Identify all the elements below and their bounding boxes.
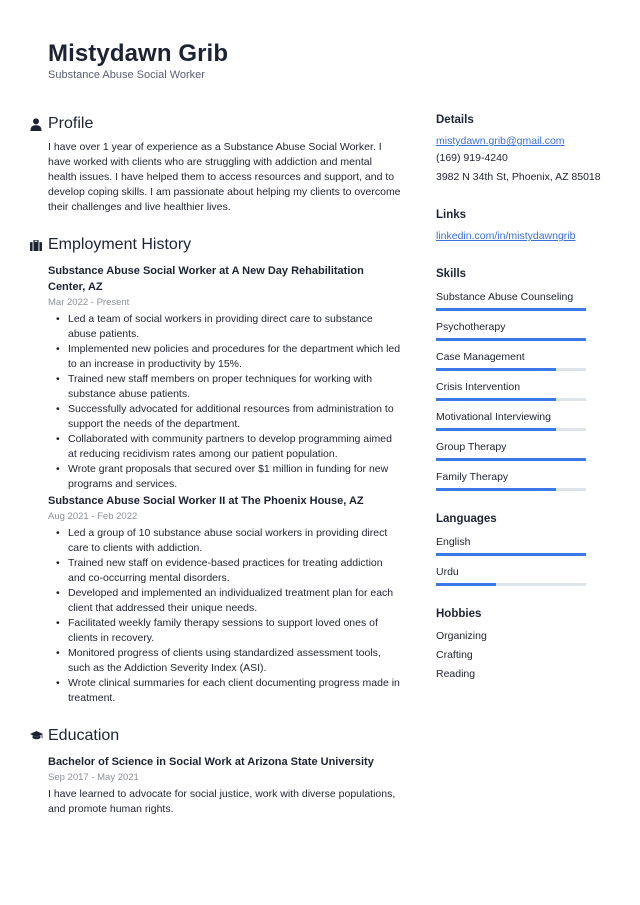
language-item	[436, 535, 606, 556]
bullet-item: • Led a team of social workers in providing direct care to substance abuse patients.	[48, 312, 402, 342]
bullet-item: • Monitored progress of clients using standardized assessment tools, such as the Addiction Severity Index (ASI).	[48, 646, 402, 676]
skill-level-fill	[436, 338, 586, 341]
resume-header	[48, 40, 228, 82]
education-dates: Sep 2017 - May 2021	[48, 772, 139, 783]
languages-title: Languages	[436, 513, 497, 525]
job-dates: Aug 2021 - Feb 2022	[48, 511, 138, 522]
languages-section	[436, 511, 606, 586]
bullet-item: • Facilitated weekly family therapy sessions to support loved ones of clients in recovery.	[48, 616, 402, 646]
skill-level-bar	[436, 368, 586, 371]
employment-heading	[30, 233, 402, 257]
job-bullets	[48, 312, 402, 492]
skill-level-bar	[436, 338, 586, 341]
linkedin-link[interactable]: linkedin.com/in/mistydawngrib	[436, 230, 576, 242]
skill-name: Group Therapy	[436, 441, 507, 453]
skills-list	[436, 290, 606, 491]
skill-name: Case Management	[436, 351, 525, 363]
education-entry	[48, 754, 402, 817]
skill-item	[436, 470, 606, 491]
skills-section	[436, 266, 606, 491]
skill-name: Substance Abuse Counseling	[436, 291, 574, 303]
job-title: Substance Abuse Social Worker at A New Day Rehabilitation Center, AZ	[48, 265, 364, 293]
address-text: 3982 N 34th St, Phoenix, AZ 85018	[436, 171, 601, 183]
skill-name: Crisis Intervention	[436, 381, 521, 393]
bullet-item: • Wrote clinical summaries for each client documenting progress made in treatment.	[48, 676, 402, 706]
hobbies-section	[436, 606, 606, 684]
bullet-item: • Trained new staff members on proper techniques for working with substance abuse patients.	[48, 372, 402, 402]
hobby-item: Crafting	[436, 649, 473, 661]
skill-level-bar	[436, 458, 586, 461]
skill-item	[436, 380, 606, 401]
skills-title: Skills	[436, 268, 467, 280]
bullet-item: • Wrote grant proposals that secured over $1 million in funding for new programs and services.	[48, 462, 402, 492]
education-title: Education	[48, 727, 120, 744]
skill-name: Family Therapy	[436, 471, 509, 483]
skill-item	[436, 320, 606, 341]
education-section	[30, 724, 402, 817]
phone-text: (169) 919-4240	[436, 152, 508, 164]
education-text: I have learned to advocate for social justice, work with diverse populations, and promote human rights.	[48, 788, 396, 815]
employment-section	[30, 233, 402, 706]
skill-level-fill	[436, 428, 556, 431]
skill-level-fill	[436, 488, 556, 491]
profile-section	[30, 112, 402, 215]
skill-item	[436, 440, 606, 461]
education-heading	[30, 724, 402, 748]
skill-level-bar	[436, 488, 586, 491]
language-name: Urdu	[436, 566, 459, 578]
skill-item	[436, 410, 606, 431]
graduation-cap-icon	[30, 728, 48, 744]
skill-item	[436, 350, 606, 371]
languages-list	[436, 535, 606, 586]
profile-title: Profile	[48, 115, 94, 132]
bullet-item: • Collaborated with community partners to develop programming aimed at reducing recidivism rates among our patient population.	[48, 432, 402, 462]
language-level-fill	[436, 553, 586, 556]
briefcase-icon	[30, 237, 48, 253]
language-level-bar	[436, 553, 586, 556]
skill-name: Motivational Interviewing	[436, 411, 551, 423]
job-bullets	[48, 526, 402, 706]
email-link[interactable]: mistydawn.grib@gmail.com	[436, 135, 565, 147]
language-level-bar	[436, 583, 586, 586]
language-level-fill	[436, 583, 496, 586]
sidebar-column	[436, 112, 606, 706]
hobbies-title: Hobbies	[436, 608, 482, 620]
skill-level-fill	[436, 458, 586, 461]
hobby-item: Reading	[436, 668, 476, 680]
bullet-item: • Trained new staff on evidence-based practices for treating addiction and co-occurring mental disorders.	[48, 556, 402, 586]
skill-item	[436, 290, 606, 311]
skill-level-bar	[436, 428, 586, 431]
bullet-item: • Successfully advocated for additional resources from administration to support the needs of the department.	[48, 402, 402, 432]
hobby-item: Organizing	[436, 630, 487, 642]
employment-title: Employment History	[48, 236, 192, 253]
skill-level-fill	[436, 368, 556, 371]
details-title: Details	[436, 114, 474, 126]
links-title: Links	[436, 209, 467, 221]
bullet-item: • Implemented new policies and procedures for the department which led to an increase in productivity by 15%.	[48, 342, 402, 372]
skill-level-bar	[436, 308, 586, 311]
candidate-name: Mistydawn Grib	[48, 40, 229, 67]
language-item	[436, 565, 606, 586]
skill-name: Psychotherapy	[436, 321, 506, 333]
skill-level-bar	[436, 398, 586, 401]
bullet-item: • Led a group of 10 substance abuse social workers in providing direct care to clients with addiction.	[48, 526, 402, 556]
language-name: English	[436, 536, 471, 548]
candidate-title: Substance Abuse Social Worker	[48, 69, 205, 81]
main-column	[30, 112, 402, 831]
bullet-item: • Developed and implemented an individualized treatment plan for each client that addressed their unique needs.	[48, 586, 402, 616]
links-section	[436, 207, 606, 244]
details-section	[436, 112, 606, 185]
skill-level-fill	[436, 398, 556, 401]
skill-level-fill	[436, 308, 586, 311]
profile-heading	[30, 112, 402, 136]
job-entry	[48, 493, 402, 706]
profile-text: I have over 1 year of experience as a Substance Abuse Social Worker. I have worked with clients who are struggling with addiction and mental health issues. I have helped them to access resources and support, and to develop coping skills. I am passionate about helping my clients to overcome their challenges and live healthier lives.	[48, 141, 401, 213]
degree-title: Bachelor of Science in Social Work at Arizona State University	[48, 756, 374, 768]
job-title: Substance Abuse Social Worker II at The Phoenix House, AZ	[48, 495, 364, 507]
job-entry	[48, 263, 402, 492]
job-dates: Mar 2022 - Present	[48, 297, 130, 308]
person-icon	[30, 116, 48, 132]
